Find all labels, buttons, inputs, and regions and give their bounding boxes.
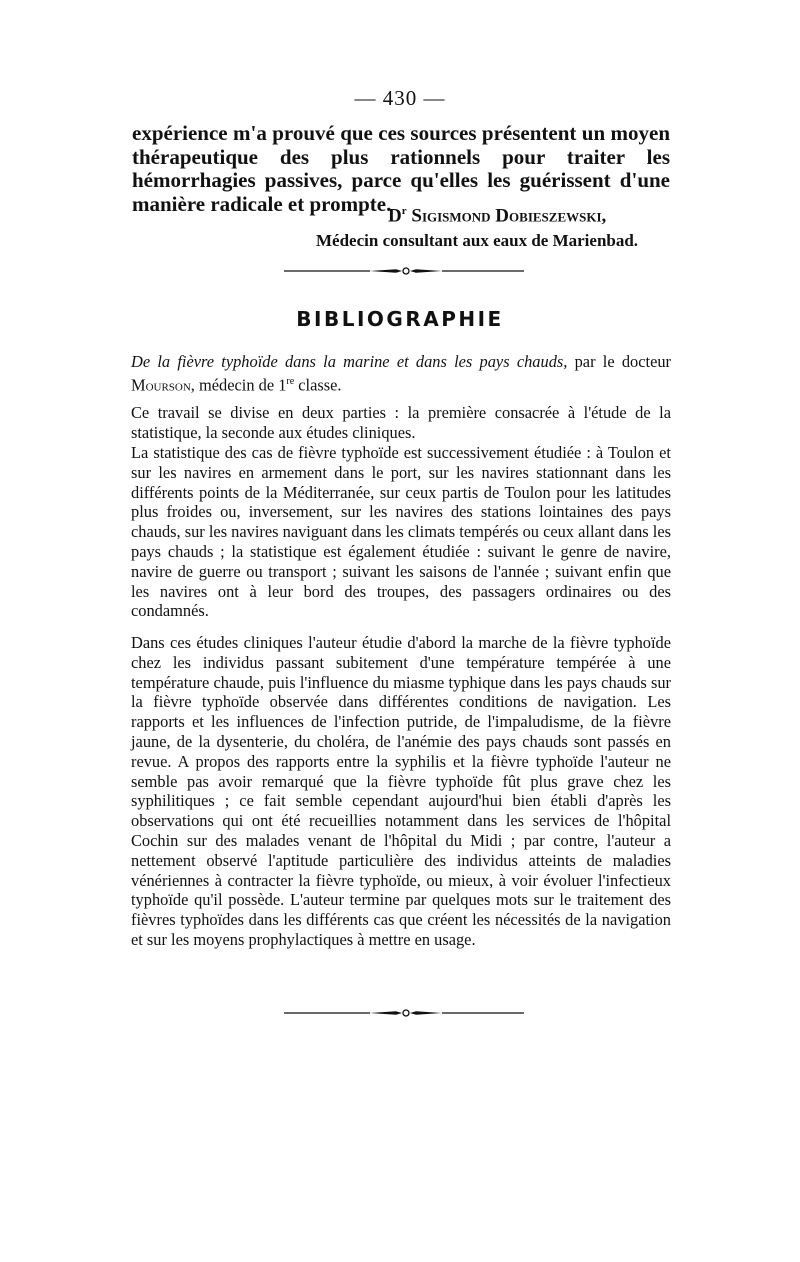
signature-prefix: D — [388, 205, 402, 227]
review-paragraph-2: La statistique des cas de fièvre typhoïde est successivement étudiée : à Toulon et sur les navires en armement dans le port, sur les navires stationnant dans les différents points de la Méditerranée, sur ceux partis de Toulon pour les latitudes plus froides ou, inversement, sur les navires des stations lointaines des pays chauds, sur les navires naviguant dans les climats tempérés ou ceux allant dans les pays chauds ; la statistique est également étudiée : suivant le genre de navire, navire de guerre ou transport ; suivant les saisons de l'année ; suivant enfin que les navires ont à leur bord des troupes, des passagers ordinaires ou des condamnés. — [131, 443, 671, 621]
section-heading: BIBLIOGRAPHIE — [296, 307, 504, 331]
byline-sup: re — [286, 375, 295, 387]
lead-paragraph: expérience m'a prouvé que ces sources présentent un moyen thérapeutique des plus rationnels pour traiter les hémorrhagies passives, parce qu'elles les guérissent d'une manière radicale et prompte. — [132, 121, 670, 216]
signature-prefix-sup: r — [401, 205, 407, 217]
author-name: Mourson, — [131, 375, 195, 395]
page-number: — 430 — — [354, 86, 446, 110]
signature-author: Sigismond Dobieszewski, — [411, 205, 607, 227]
book-title: De la fièvre typhoïde dans la marine et dans les pays chauds, — [131, 352, 568, 371]
byline-part-1: par le docteur — [567, 352, 671, 371]
ornament-rule-top — [284, 266, 524, 276]
review-paragraph-3: Dans ces études cliniques l'auteur étudie d'abord la marche de la fièvre typhoïde chez les individus passant subitement d'une température tempérée à une température chaude, puis l'influence du miasme typhique dans les pays chauds sur la fièvre typhoïde observée dans différentes conditions de navigation. Les rapports et les influences de l'infection putride, de l'impaludisme, de la fièvre jaune, de la dysenterie, du choléra, de l'anémie des pays chauds sont passés en revue. A propos des rapports entre la syphilis et la fièvre typhoïde l'auteur ne semble pas avoir remarqué que la fièvre typhoïde fût plus grave chez les syphilitiques ; ce fait semble cependant aujourd'hui bien établi d'après les observations qui ont été recueillies notamment dans les services de l'hôpital Cochin sur des malades venant de l'hôpital du Midi ; par contre, l'auteur a nettement observé l'aptitude particulière des individus atteints de maladies vénériennes à contracter la fièvre typhoïde, ou mieux, à voir évoluer l'infectieux typhoïde qu'il possède. L'auteur termine par quelques mots sur le traitement des fièvres typhoïdes dans les différents cas que créent les nécessités de la navigation et sur les moyens prophylactiques à mettre en usage. — [131, 633, 671, 949]
review-paragraph-1: Ce travail se divise en deux parties : la première consacrée à l'étude de la statistique, la seconde aux études cliniques. — [131, 403, 671, 442]
byline-part-3: classe. — [294, 375, 342, 395]
byline-part-2: médecin de 1 — [194, 375, 287, 395]
signature-name — [388, 205, 606, 227]
signature-affiliation: Médecin consultant aux eaux de Marienbad. — [316, 231, 639, 250]
ornament-rule-bottom — [284, 1008, 524, 1018]
review-title-line — [131, 352, 671, 395]
